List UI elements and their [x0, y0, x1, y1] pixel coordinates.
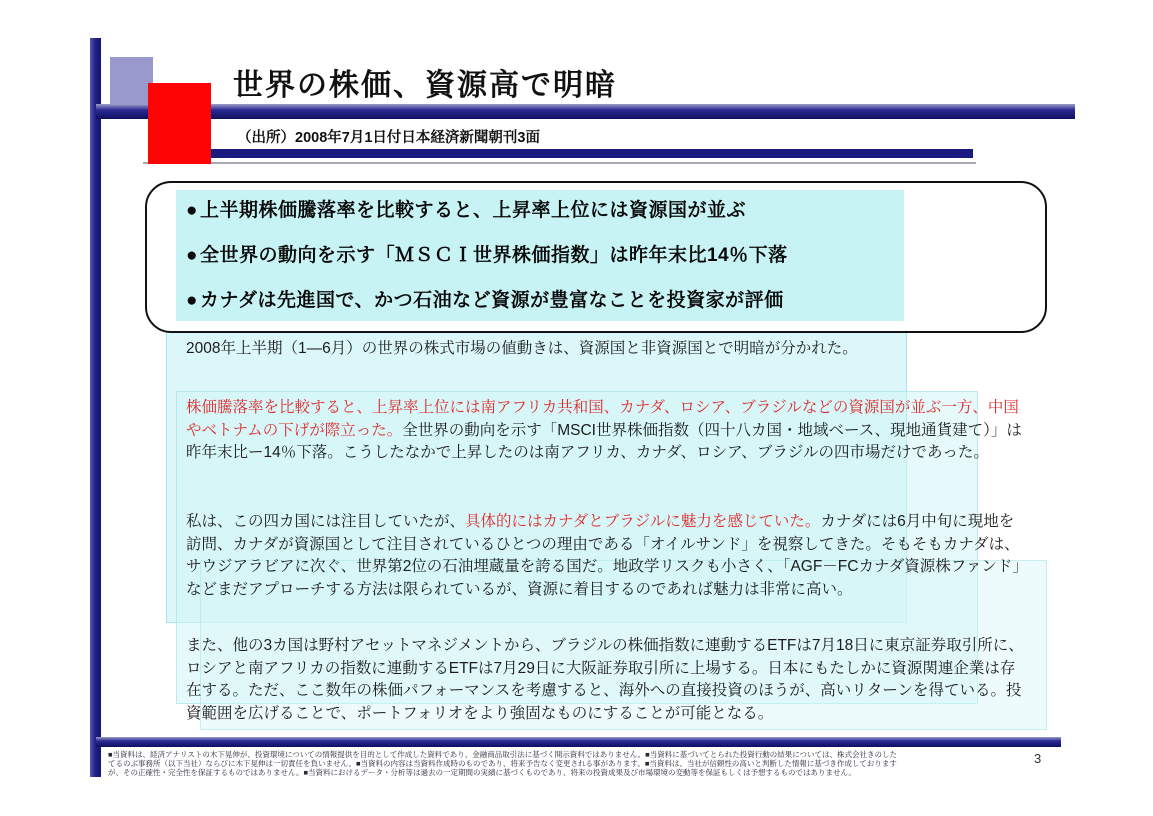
bullet-icon: ●: [186, 290, 198, 311]
callout-bullet-1: [186, 195, 746, 222]
lavender-square-decoration: [110, 57, 153, 105]
red-square-decoration: [148, 83, 211, 164]
footer-divider-bar: [96, 737, 1061, 747]
left-accent-bar: [90, 38, 101, 777]
disclaimer-line-2: てるのぶ事務所（以下当社）ならびに木下晃伸は一切責任を負いません。■当資料の内容は当資料作成時のものであり、将来予告なく変更される事があります。■当資料は、当社が信頼性の高いと判断した情報に基づき作成しております: [108, 759, 897, 768]
paragraph-3-black-text-2: カナダには6月中旬に現地を訪問、カナダが資源国として注目されているひとつの理由である「オイルサンド」を視察してきた。そもそもカナダは、サウジアラビアに次ぐ、世界第2位の石油埋蔵量を誇る国だ。地政学リスクも小さく、「AGF－FCカナダ資源株ファンド」などまだアプローチする方法は限られているが、資源に着目するのであれば魅力は非常に高い。: [186, 513, 1021, 598]
bullet-icon: ●: [186, 200, 198, 221]
paragraph-2-red-text: 株価騰落率を比較すると、上昇率上位には南アフリカ共和国、カナダ、ロシア、ブラジルなどの資源国が並ぶ一方、中国やベトナムの下げが際立った。: [186, 399, 1019, 439]
callout-bullet-2: [186, 240, 788, 267]
callout-bullet-3: [186, 285, 784, 312]
bullet-icon: ●: [186, 245, 198, 266]
body-paragraph-1: 2008年上半期（1—6月）の世界の株式市場の値動きは、資源国と非資源国とで明暗が分かれた。: [186, 340, 858, 357]
callout-bullet-2-text: 全世界の動向を示す「ＭＳＣＩ世界株価指数」は昨年末比14％下落: [199, 245, 788, 266]
page-number: 3: [1034, 751, 1042, 766]
disclaimer-line-3: が、その正確性・完全性を保証するものではありません。■当資料におけるデータ・分析等は過去の一定期間の実績に基づくものであり、将来の投資成果及び市場環境の変動等を保証もしくは予想するものではありません。: [108, 768, 856, 777]
paragraph-3-black-text-1: 私は、この四カ国には注目していたが、: [186, 513, 466, 530]
body-paragraph-3: [186, 511, 1024, 601]
gray-divider-rule: [143, 162, 976, 164]
page-title: 世界の株価、資源高で明暗: [233, 69, 617, 102]
source-citation: （出所）2008年7月1日付日本経済新聞朝刊3面: [237, 130, 540, 146]
callout-bullet-3-text: カナダは先進国で、かつ石油など資源が豊富なことを投資家が評価: [199, 290, 784, 311]
navy-divider-rule: [153, 149, 973, 158]
disclaimer-line-1: ■当資料は、経済アナリストの木下晃伸が、投資環境についての情報提供を目的として作成した資料であり、金融商品取引法に基づく開示資料ではありません。■当資料に基づいてとられた投資行動の結果については、株式会社きのした: [108, 750, 898, 759]
paragraph-2-black-text: 全世界の動向を示す「MSCI世界株価指数（四十八カ国・地域ベース、現地通貨建て）」は昨年末比ー14％下落。こうしたなかで上昇したのは南アフリカ、カナダ、ロシア、ブラジルの四市場だけであった。: [186, 421, 1022, 461]
body-paragraph-4: また、他の3カ国は野村アセットマネジメントから、ブラジルの株価指数に連動するETFは7月18日に東京証券取引所に、ロシアと南アフリカの指数に連動するETFは7月29日に大阪証券取引所に上場する。日本にもたしかに資源関連企業は存在する。ただ、ここ数年の株価パフォーマンスを考慮すると、海外への直接投資のほうが、高いリターンを得ている。投資範囲を広げることで、ポートフォリオをより強固なものにすることが可能となる。: [186, 637, 1024, 722]
callout-bullet-1-text: 上半期株価騰落率を比較すると、上昇率上位には資源国が並ぶ: [199, 200, 746, 221]
title-underline-bar: [96, 104, 1075, 119]
footer-disclaimer: [108, 750, 1016, 777]
paragraph-3-red-text: 具体的にはカナダとブラジルに魅力を感じていた。: [465, 513, 821, 530]
body-paragraph-2: [186, 397, 1024, 465]
